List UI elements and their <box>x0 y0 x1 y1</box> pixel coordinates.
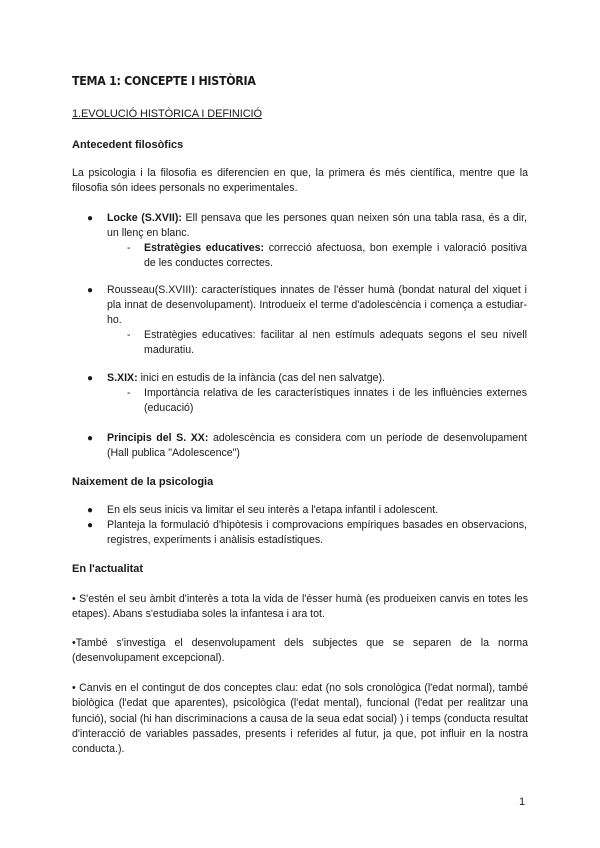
actualitat-paragraph: •També s'investiga el desenvolupament dels subjectes que se separen de la norma (desenvolupament excepcional). <box>72 637 528 665</box>
bullet-icon: ● <box>87 433 94 444</box>
actualitat-heading: En l'actualitat <box>72 563 144 575</box>
antecedents-heading: Antecedent filosòfics <box>72 139 184 151</box>
sub-item-bold: Estratègies educatives: <box>144 242 265 254</box>
item-bold: Locke (S.XVII): <box>107 212 182 224</box>
item-text: Planteja la formulació d'hipòtesis i comprovacions empíriques basades en observacions, registres, experiments i anàlisis estadístiques. <box>107 519 527 546</box>
list-item-sxx <box>87 431 527 461</box>
bullet-icon: ● <box>87 373 94 384</box>
item-text: Rousseau(S.XVIII): característiques innates de l'ésser humà (bondat natural del xiquet i pla innat de desenvolupament). Introdueix el terme d'adolescència i comença a estudiar-ho. <box>107 284 527 326</box>
list-item-naixement-1 <box>87 503 527 518</box>
bullet-icon: ● <box>87 520 94 531</box>
sub-item-sxix: - Importància relativa de les característiques innates i de les influències externes (educació) <box>127 387 527 414</box>
section-heading: 1.EVOLUCIÓ HISTÒRICA I DEFINICIÓ <box>72 108 262 120</box>
sub-item-rousseau: - Estratègies educatives: facilitar al nen estímuls adequats segons el seu nivell maduratiu. <box>127 329 527 356</box>
list-item-locke <box>87 211 527 241</box>
item-text: Ell pensava que les persones quan neixen són una tabla rasa, és a dir, un llenç en blanc. <box>107 212 527 239</box>
actualitat-paragraph: • Canvis en el contingut de dos conceptes clau: edat (no sols cronològica (l'edat normal), també biològica (l'edat que aparentes), psicològica (l'edat mental), funcional (l'edat per realitzar una funció), social (hi han discriminacions a causa de la seua edat social) ) i temps (conducta resultat d'interacció de variables passades, presents i referides al futur, ja que, pot influir en la nostra conducta.). <box>72 682 528 756</box>
item-bold: S.XIX: <box>107 372 138 384</box>
list-item-sxix <box>87 371 527 386</box>
sub-item-text: Importància relativa de les característiques innates i de les influències externes (educació) <box>144 387 527 414</box>
list-item-naixement-2 <box>87 518 527 548</box>
item-text: En els seus inicis va limitar el seu interès a l'etapa infantil i adolescent. <box>107 504 439 516</box>
sub-item-text: correcció afectuosa, bon exemple i valoració positiva de les conductes correctes. <box>144 242 527 269</box>
antecedents-intro: La psicologia i la filosofia es diferencien en que, la primera és més científica, mentre que la filosofia són idees personals no experimentales. <box>72 167 528 195</box>
page-number: 1 <box>519 796 526 808</box>
bullet-icon: ● <box>87 285 94 296</box>
bullet-icon: ● <box>87 505 94 516</box>
item-text: inici en estudis de la infància (cas del nen salvatge). <box>137 372 385 384</box>
item-text: adolescència es considera com un període de desenvolupament (Hall publica "Adolescence") <box>107 432 527 459</box>
item-bold: Principis del S. XX: <box>107 432 209 444</box>
document-title: TEMA 1: CONCEPTE I HISTÒRIA <box>72 74 256 88</box>
sub-item-text: Estratègies educatives: facilitar al nen estímuls adequats segons el seu nivell maduratiu. <box>144 329 527 356</box>
sub-item-locke: - Estratègies educatives: correcció afectuosa, bon exemple i valoració positiva de les conductes correctes. <box>127 242 527 269</box>
list-item-rousseau <box>87 283 527 328</box>
naixement-heading: Naixement de la psicologia <box>72 476 214 488</box>
actualitat-paragraph: • S'estén el seu àmbit d'interès a tota la vida de l'ésser humà (es produeixen canvis en totes les etapes). Abans s'estudiaba soles la infantesa i ara tot. <box>72 593 528 621</box>
bullet-icon: ● <box>87 213 94 224</box>
